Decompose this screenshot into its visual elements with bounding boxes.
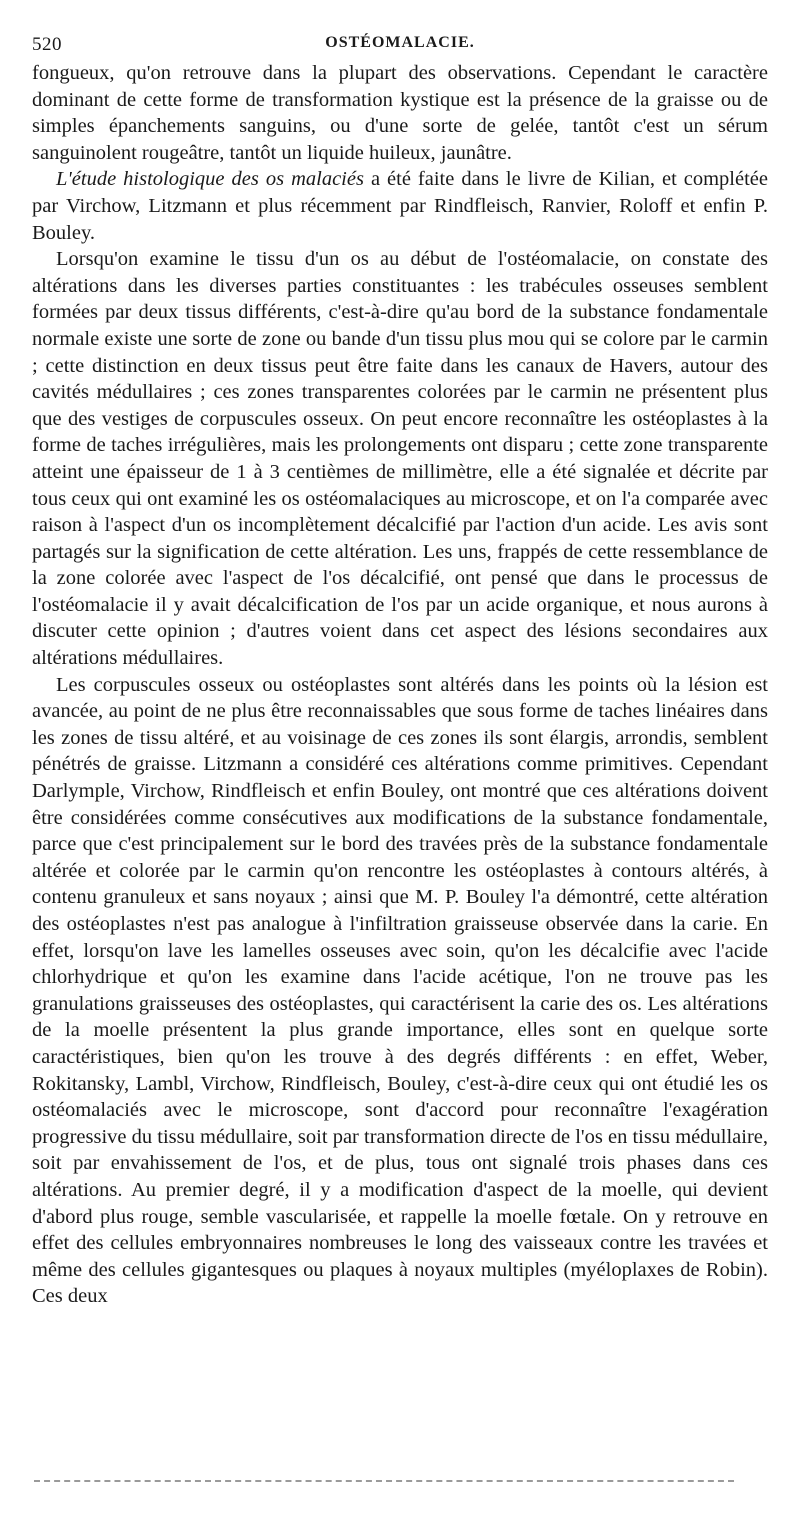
italic-heading: L'étude histologique des os malaciés (56, 168, 364, 191)
paragraph-early-alterations: Lorsqu'on examine le tissu d'un os au début de l'ostéomalacie, on constate des altérations dans les diverses parties constituantes : les trabécules osseuses semblent formées par deux tissus différents, c'est-à-dire qu'au bord de la substance fondamentale normale existe une sorte de zone ou bande d'un tissu plus mou qui se colore par le carmin ; cette distinction en deux tissus peut être faite dans les canaux de Havers, autour des cavités médullaires ; ces zones transparentes colorées par le carmin ne présentent plus que des vestiges de corpuscules osseux. On peut encore reconnaître les ostéoplastes à la forme de taches irrégulières, mais les prolongements ont disparu ; cette zone transparente atteint une épaisseur de 1 à 3 centièmes de millimètre, elle a été signalée et décrite par tous ceux qui ont examiné les os ostéomalaciques au microscope, et on l'a comparée avec raison à l'aspect d'un os incomplètement décalcifié par l'action d'un acide. Les avis sont partagés sur la signification de cette altération. Les uns, frappés de cette ressemblance de la zone colorée avec l'aspect de l'os décalcifié, ont pensé que dans le processus de l'ostéomalacie il y avait décalcification de l'os par un acide organique, et nous aurons à discuter cette opinion ; d'autres voient dans cet aspect des lésions secondaires aux altérations médullaires. (32, 248, 768, 670)
page-number: 520 (32, 34, 62, 55)
running-head (32, 30, 768, 60)
body-text (32, 60, 768, 1310)
paragraph-text: a été faite dans le livre de Kilian, et complétée par Virchow, Litzmann et plus récemment par Rindfleisch, Ranvier, Roloff et enfin P. Bouley. (32, 168, 768, 244)
paragraph-histology-intro (32, 166, 768, 246)
book-page (32, 30, 768, 1310)
footer-rule (34, 1480, 734, 1482)
paragraph-continuation: fongueux, qu'on retrouve dans la plupart des observations. Cependant le caractère dominant de cette forme de transformation kystique est la présence de la graisse ou de simples épanchements sanguins, ou d'une sorte de gelée, tantôt c'est un sérum sanguinolent rougeâtre, tantôt un liquide huileux, jaunâtre. (32, 62, 768, 164)
running-title: OSTÉOMALACIE. (325, 34, 475, 51)
paragraph-bone-corpuscles: Les corpuscules osseux ou ostéoplastes sont altérés dans les points où la lésion est avancée, au point de ne plus être reconnaissables que sous forme de taches linéaires dans les zones de tissu altéré, et au voisinage de ces zones ils sont élargis, arrondis, semblent pénétrés de graisse. Litzmann a considéré ces altérations comme primitives. Cependant Darlymple, Virchow, Rindfleisch et enfin Bouley, ont montré que ces altérations doivent être considérées comme consécutives aux modifications de la substance fondamentale, parce que c'est principalement sur le bord des travées près de la substance fondamentale altérée et colorée par le carmin qu'on rencontre les ostéoplastes à contours altérés, à contenu granuleux et sans noyaux ; ainsi que M. P. Bouley l'a démontré, cette altération des ostéoplastes n'est pas analogue à l'infiltration graisseuse observée dans la carie. En effet, lorsqu'on lave les lamelles osseuses avec soin, qu'on les décalcifie avec l'acide chlorhydrique et qu'on les examine dans l'acide acétique, l'on ne trouve pas les granulations graisseuses des ostéoplastes, qui caractérisent la carie des os. Les altérations de la moelle présentent la plus grande importance, elles sont en quelque sorte caractéristiques, bien qu'on les trouve à des degrés différents : en effet, Weber, Rokitansky, Lambl, Virchow, Rindfleisch, Bouley, c'est-à-dire ceux qui ont étudié les os ostéomalaciés avec le microscope, sont d'accord pour reconnaître l'exagération progressive du tissu médullaire, soit par transformation directe de l'os en tissu médullaire, soit par envahissement de l'os, et de plus, tous ont signalé trois phases dans ces altérations. Au premier degré, il y a modification d'aspect de la moelle, qui devient d'abord plus rouge, semble vascularisée, et rappelle la moelle fœtale. On y retrouve en effet des cellules embryonnaires nombreuses le long des vaisseaux contre les travées et même des cellules gigantesques ou plaques à noyaux multiples (myéloplaxes de Robin). Ces deux (32, 673, 768, 1308)
